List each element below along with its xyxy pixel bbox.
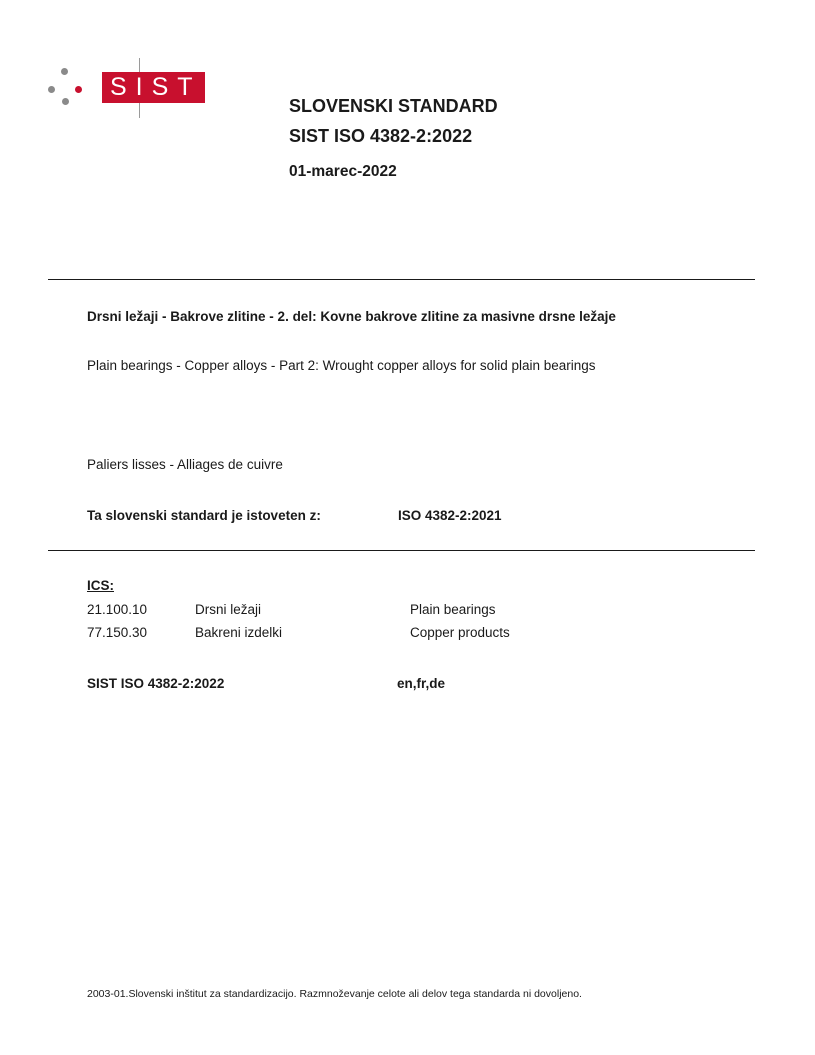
ics-heading: ICS: (87, 578, 114, 593)
ics-code: 21.100.10 (87, 602, 148, 617)
title-slovenian: Drsni ležaji - Bakrove zlitine - 2. del: Kovne bakrove zlitine za masivne drsne ležaje (87, 309, 616, 324)
logo-dot-accent-icon (75, 86, 82, 93)
logo-dot-icon (62, 98, 69, 105)
ics-code: 77.150.30 (87, 625, 148, 640)
standard-number: SIST ISO 4382-2:2022 (289, 126, 473, 146)
title-french: Paliers lisses - Alliages de cuivre (87, 457, 283, 472)
ics-label-en: Copper products (410, 625, 510, 640)
standard-type: SLOVENSKI STANDARD (289, 96, 498, 116)
title-english: Plain bearings - Copper alloys - Part 2: Wrought copper alloys for solid plain bearings (87, 358, 596, 373)
document-languages: en,fr,de (397, 676, 446, 691)
top-divider (48, 279, 755, 280)
ics-label-sl: Bakreni izdelki (195, 625, 283, 640)
logo-dot-icon (61, 68, 68, 75)
document-code: SIST ISO 4382-2:2022 (87, 676, 225, 691)
copyright-notice: 2003-01.Slovenski inštitut za standardizacijo. Razmnoževanje celote ali delov tega standarda ni dovoljeno. (87, 988, 582, 1000)
publication-date: 01-marec-2022 (289, 163, 397, 180)
middle-divider (48, 550, 755, 551)
identity-value: ISO 4382-2:2021 (398, 508, 502, 523)
logo-dot-icon (48, 86, 55, 93)
logo-wordmark: SIST (102, 72, 205, 103)
ics-label-sl: Drsni ležaji (195, 602, 262, 617)
ics-label-en: Plain bearings (410, 602, 496, 617)
identity-label: Ta slovenski standard je istoveten z: (87, 508, 321, 523)
